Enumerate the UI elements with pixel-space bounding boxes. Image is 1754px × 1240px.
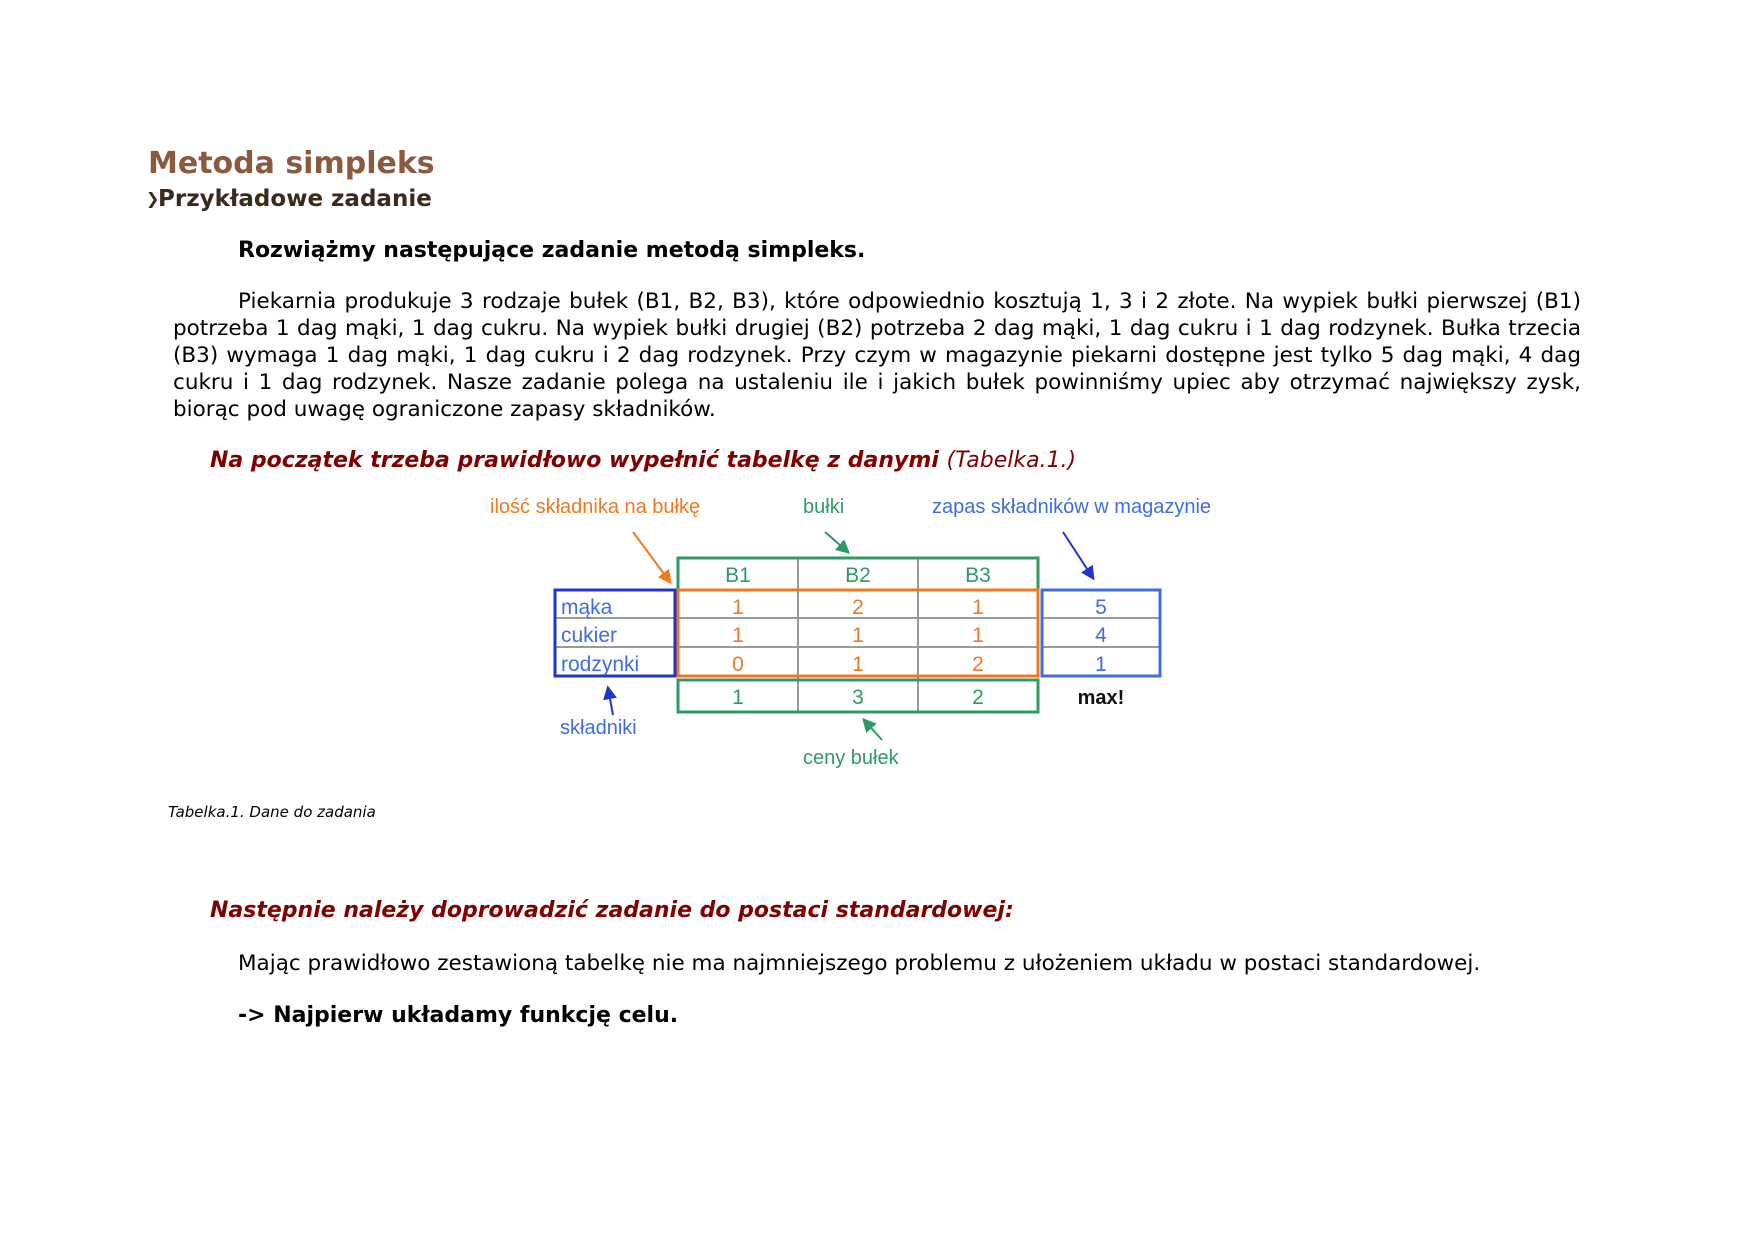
data-table-diagram bbox=[470, 490, 1290, 780]
cell-value: 1 bbox=[732, 596, 744, 619]
cell-value: 0 bbox=[732, 653, 744, 676]
cell-value: 2 bbox=[972, 653, 984, 676]
row-name-rodzynki: rodzynki bbox=[561, 653, 640, 676]
price-value: 3 bbox=[852, 686, 864, 709]
price-value: 1 bbox=[732, 686, 744, 709]
column-header-b2: B2 bbox=[845, 564, 871, 587]
cell-value: 1 bbox=[732, 624, 744, 647]
data-table-figure bbox=[470, 490, 1290, 780]
table-caption: Tabelka.1. Dane do zadania bbox=[168, 803, 376, 821]
page-title: Metoda simpleks bbox=[148, 146, 435, 181]
arrow-buns bbox=[825, 532, 848, 552]
arrow-prices bbox=[864, 720, 882, 740]
cell-value: 1 bbox=[852, 624, 864, 647]
cell-value: 2 bbox=[852, 596, 864, 619]
label-ingredients: składniki bbox=[560, 717, 637, 739]
price-value: 2 bbox=[972, 686, 984, 709]
arrow-ingredient-per-bun bbox=[633, 532, 670, 582]
column-header-b1: B1 bbox=[725, 564, 751, 587]
row-name-maka: mąka bbox=[561, 596, 613, 619]
table-heading bbox=[210, 448, 1076, 473]
table-heading-text: Na początek trzeba prawidłowo wypełnić tabelkę z danymi bbox=[210, 448, 939, 473]
stock-value: 5 bbox=[1095, 596, 1107, 619]
problem-paragraph: Piekarnia produkuje 3 rodzaje bułek (B1, B2, B3), które odpowiednio kosztują 1, 3 i 2 złote. Na wypiek bułki pierwszej (B1) potrzeba 1 dag mąki, 1 dag cukru. Na wypiek bułki drugiej (B2) potrzeba 2 dag mąki, 1 dag cukru i 1 dag rodzynek. Bułka trzecia (B3) wymaga 1 dag mąki, 1 dag cukru i 2 dag rodzynek. Przy czym w magazynie piekarni dostępne jest tylko 5 dag mąki, 4 dag cukru i 1 dag rodzynek. Nasze zadanie polega na ustaleniu ile i jakich bułek powinniśmy upiec aby otrzymać największy zysk, biorąc pod uwagę ograniczone zapasy składników. bbox=[173, 289, 1581, 422]
stock-value: 4 bbox=[1095, 624, 1107, 647]
cell-value: 1 bbox=[972, 596, 984, 619]
label-buns: bułki bbox=[803, 496, 845, 518]
standard-form-text: Mając prawidłowo zestawioną tabelkę nie ma najmniejszego problemu z ułożeniem układu w postaci standardowej. bbox=[238, 951, 1481, 976]
label-stock: zapas składników w magazynie bbox=[932, 496, 1212, 518]
cell-value: 1 bbox=[852, 653, 864, 676]
cell-value: 1 bbox=[972, 624, 984, 647]
subtitle-text: Przykładowe zadanie bbox=[158, 186, 432, 212]
arrow-ingredients bbox=[608, 688, 613, 715]
objective-step-text: -> Najpierw układamy funkcję celu. bbox=[238, 1003, 679, 1028]
column-header-b3: B3 bbox=[965, 564, 991, 587]
standard-form-heading: Następnie należy doprowadzić zadanie do postaci standardowej: bbox=[210, 898, 1014, 923]
stock-value: 1 bbox=[1095, 653, 1107, 676]
section-subtitle bbox=[146, 186, 432, 212]
max-label: max! bbox=[1077, 687, 1125, 709]
intro-text: Rozwiążmy następujące zadanie metodą simpleks. bbox=[238, 238, 866, 263]
arrow-bullet-icon: ❯ bbox=[146, 189, 160, 208]
label-prices: ceny bułek bbox=[803, 747, 899, 769]
label-ingredient-per-bun: ilość składnika na bułkę bbox=[490, 496, 701, 518]
row-name-cukier: cukier bbox=[561, 624, 618, 647]
table-heading-reference: (Tabelka.1.) bbox=[946, 448, 1077, 473]
arrow-stock bbox=[1063, 532, 1093, 578]
